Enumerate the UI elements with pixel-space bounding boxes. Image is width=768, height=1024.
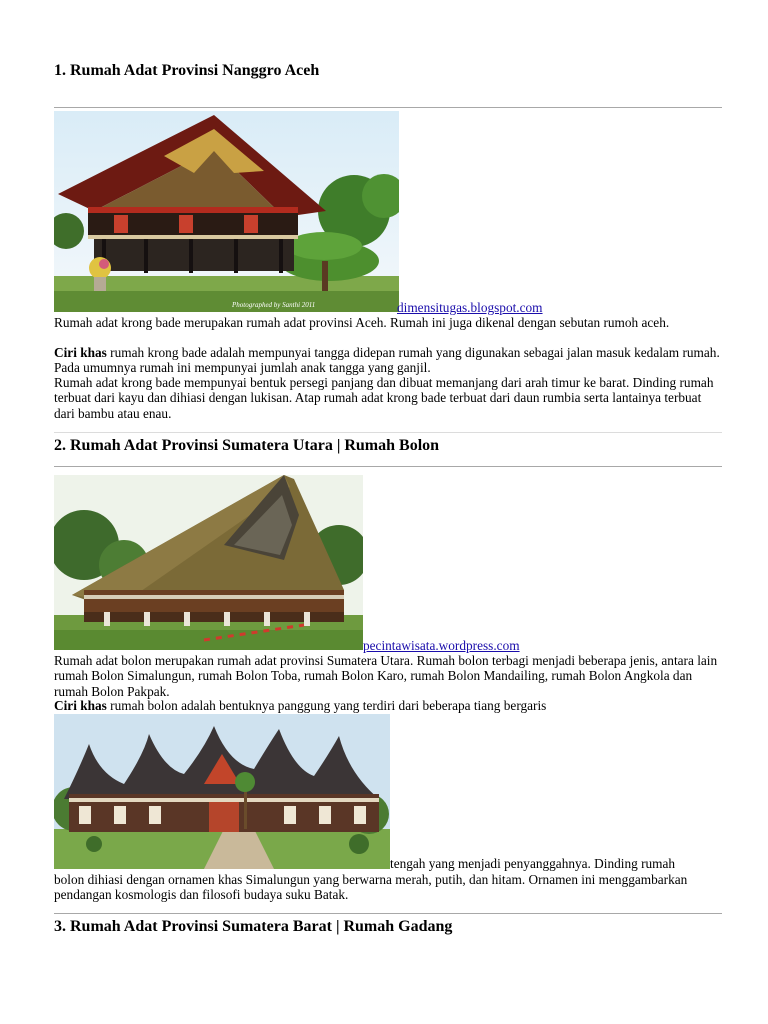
section-2-paragraph-1: Rumah adat bolon merupakan rumah adat provinsi Sumatera Utara. Rumah bolon terbagi menjadi beberapa jenis, antara lain rumah Bolon Simalungun, rumah Bolon Toba, rumah Bolon Karo, rumah Bolon Mandailing, rumah Bolon Angkola dan rumah Bolon Pakpak. [54,653,718,699]
section-1-paragraph-2 [54,345,722,376]
section-1-heading: 1. Rumah Adat Provinsi Nanggro Aceh [54,62,320,79]
section-2-rule [54,466,722,467]
section-2-heading: 2. Rumah Adat Provinsi Sumatera Utara | Rumah Bolon [54,437,440,454]
section-2-continuation: bolon dihiasi dengan ornamen khas Simalungun yang berwarna merah, putih, dan hitam. Ornamen ini menggambarkan pendangan kosmologis dan filosofi budaya suku Batak. [54,872,688,903]
section-1-paragraph-1: Rumah adat krong bade merupakan rumah adat provinsi Aceh. Rumah ini juga dikenal dengan sebutan rumoh aceh. [54,315,670,330]
section-2-after-image-text: tengah yang menjadi penyanggahnya. Dinding rumah [390,856,676,871]
section-divider [54,432,722,433]
aceh-house-image [54,111,399,312]
section-3-divider [54,913,722,914]
section-2-paragraph-2 [54,698,722,713]
section-1-paragraph-3: Rumah adat krong bade mempunyai bentuk persegi panjang dan dibuat memanjang dari arah timur ke barat. Dinding rumah terbuat dari kayu dan dihiasi dengan lukisan. Atap rumah adat krong bade terbuat dari daun rumbia serta lantainya terbuat dari bambu atau enau. [54,375,714,421]
section-1-paragraph-2-text: rumah krong bade adalah mempunyai tangga didepan rumah yang digunakan sebagai jalan masuk kedalam rumah. Pada umumnya rumah ini mempunyai jumlah anak tangga yang ganjil. [54,345,720,376]
section-2-paragraph-2-text: rumah bolon adalah bentuknya panggung yang terdiri dari beberapa tiang bergaris [106,698,547,713]
ciri-khas-label: Ciri khas [54,345,107,360]
ciri-khas-label-2: Ciri khas [54,698,107,713]
bolon-house-image [54,475,363,650]
image-source-link-1[interactable]: dimensitugas.blogspot.com [397,300,543,315]
section-1-rule [54,107,722,108]
image-source-link-2[interactable]: pecintawisata.wordpress.com [363,638,520,653]
gadang-house-image [54,714,390,869]
image-watermark: Photographed by Santhi 2011 [232,301,316,309]
section-3-heading: 3. Rumah Adat Provinsi Sumatera Barat | Rumah Gadang [54,918,453,935]
